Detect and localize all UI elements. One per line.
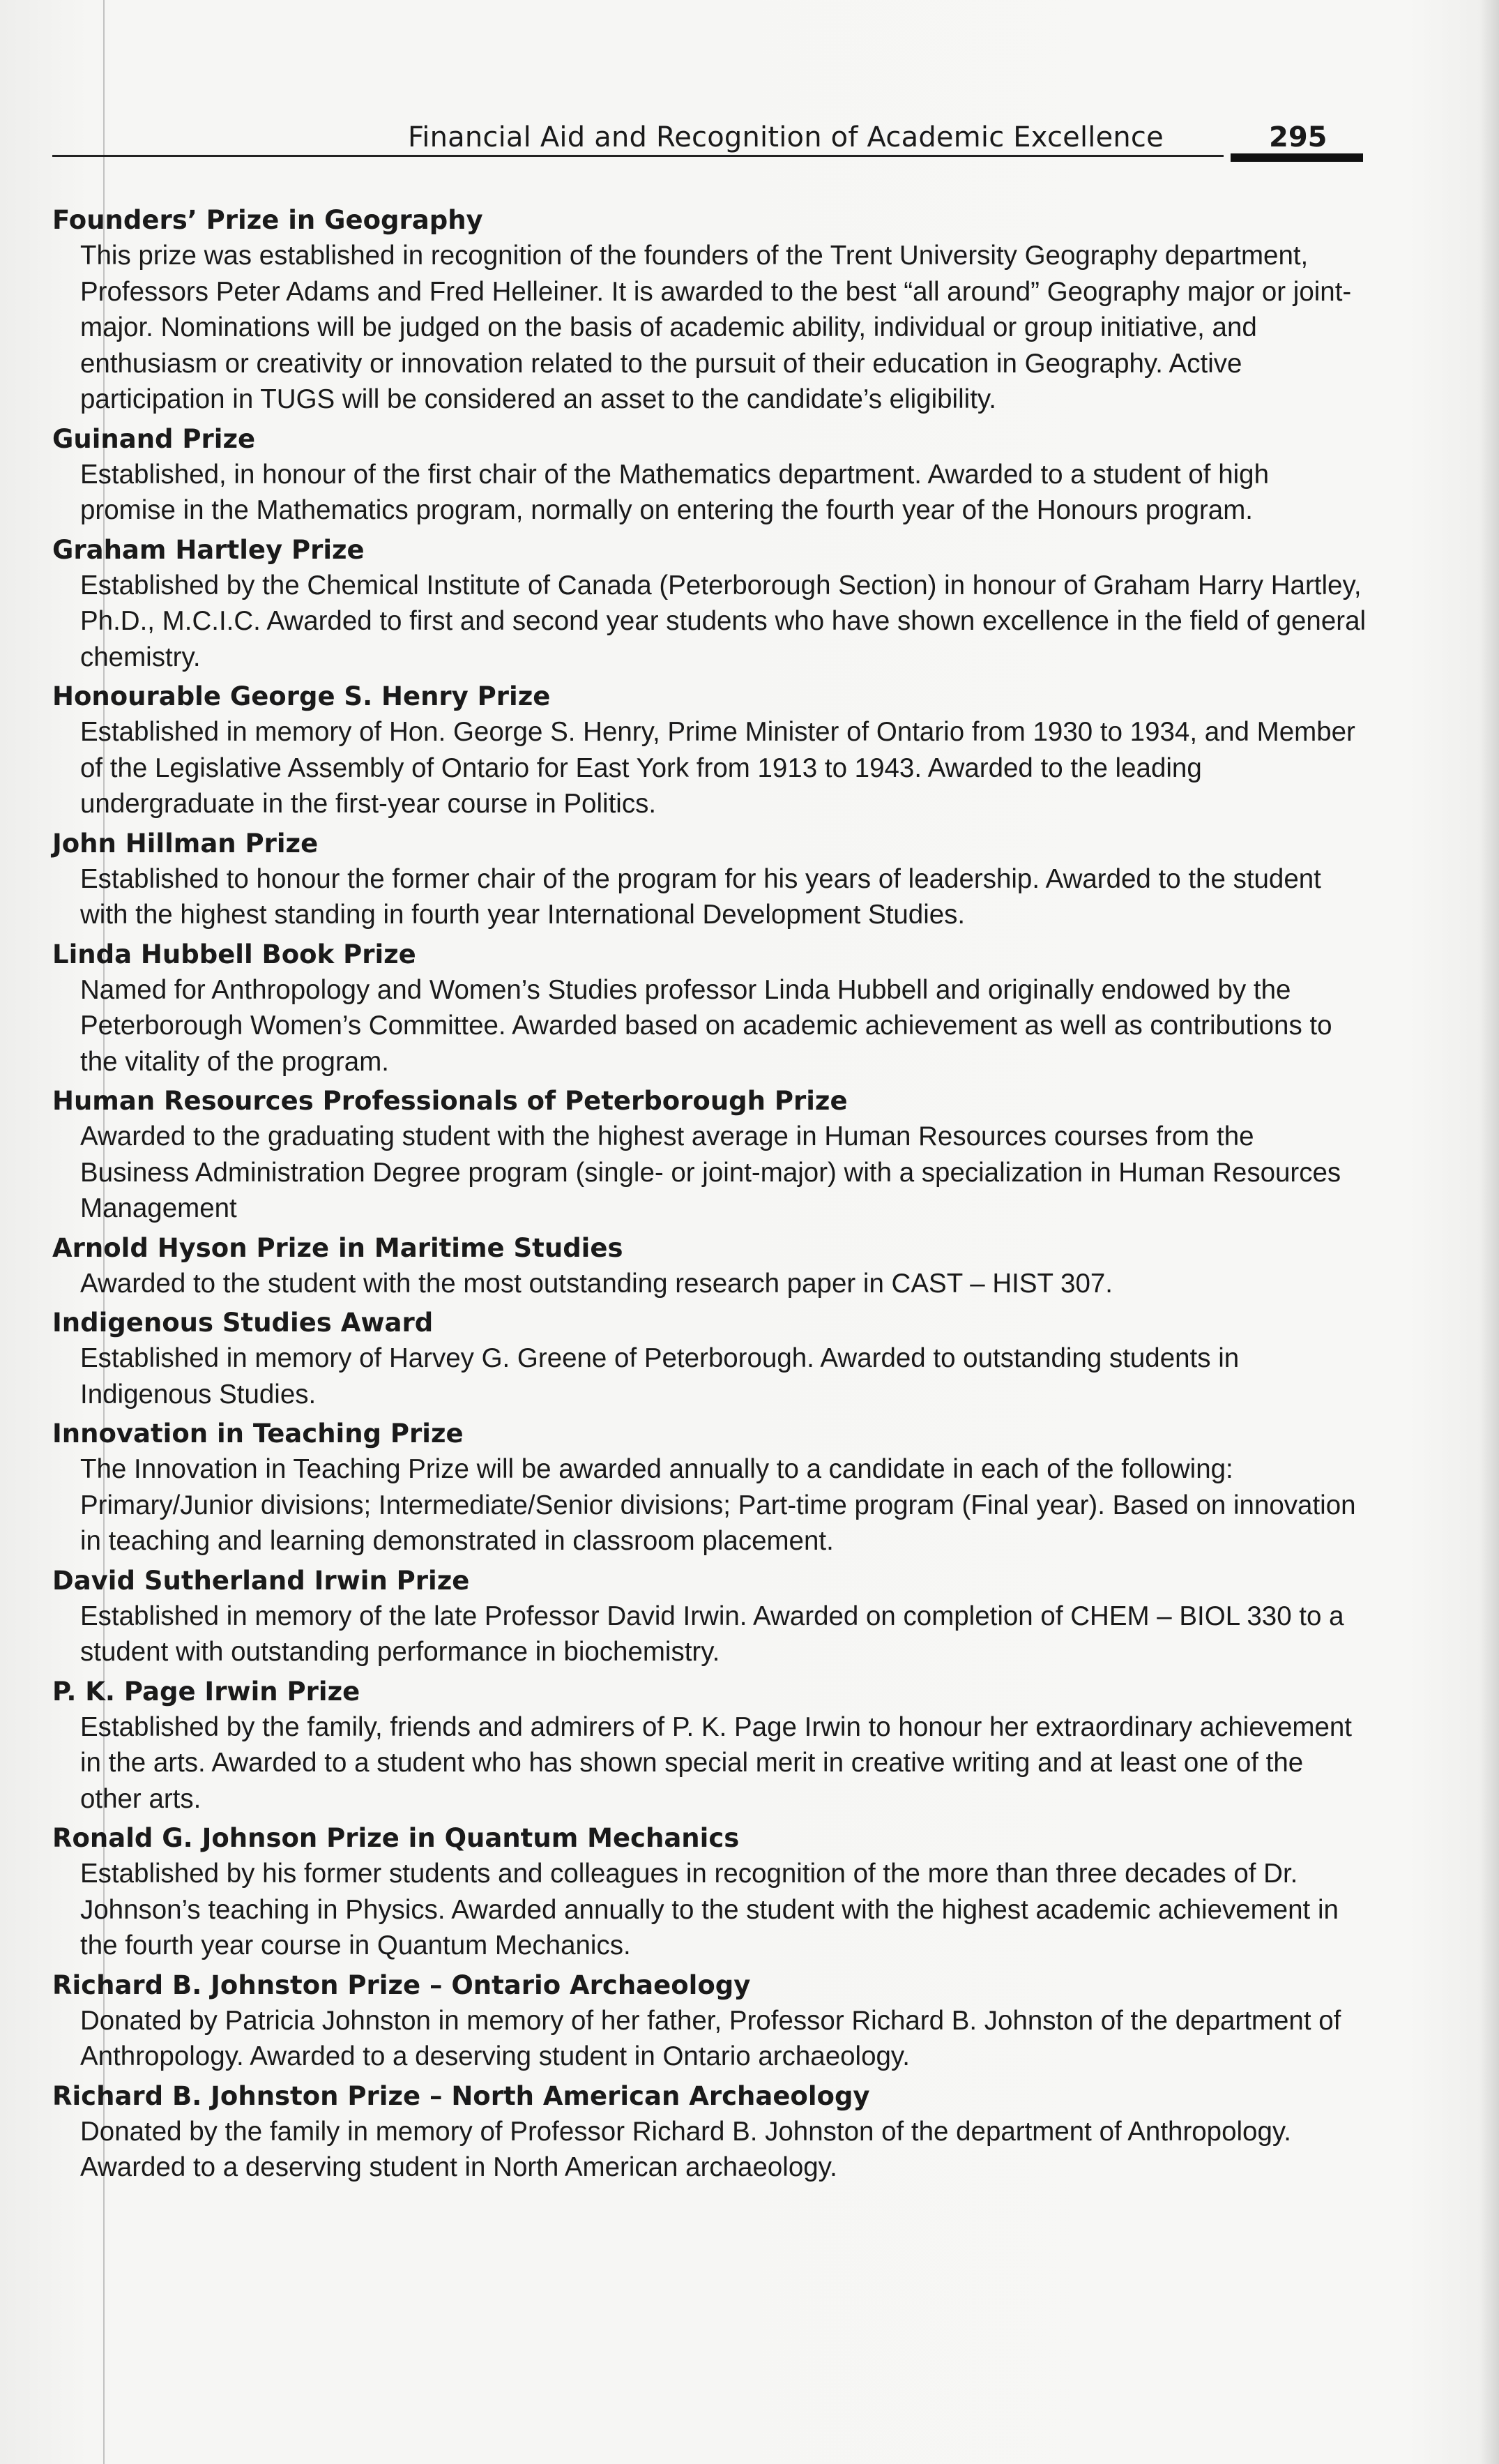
prize-list bbox=[52, 199, 1370, 2186]
page-number: 295 bbox=[1269, 121, 1327, 153]
prize-description: Established by the family, friends and admirers of P. K. Page Irwin to honour her extraordinary achievement in the arts. Awarded to a student who has shown special merit in creative writing and at least one of the other arts. bbox=[80, 1711, 1352, 1814]
prize-entry bbox=[52, 1821, 1370, 1964]
prize-title: P. K. Page Irwin Prize bbox=[52, 1676, 360, 1707]
prize-description: Established in memory of the late Professor David Irwin. Awarded on completion of CHEM – BIOL 330 to a student with outstanding performance in biochemistry. bbox=[80, 1601, 1344, 1667]
prize-title: Guinand Prize bbox=[52, 423, 256, 454]
prize-description: Established, in honour of the first chair of the Mathematics department. Awarded to a student of high promise in the Mathematics program, normally on entering the fourth year of the Honours program. bbox=[80, 459, 1269, 525]
header-title: Financial Aid and Recognition of Academic Excellence bbox=[408, 121, 1164, 153]
prize-title: Ronald G. Johnson Prize in Quantum Mechanics bbox=[52, 1823, 740, 1853]
prize-description: The Innovation in Teaching Prize will be awarded annually to a candidate in each of the following: Primary/Junior divisions; Intermediate/Senior divisions; Part-time program (Final year). Based on innovation in teaching and learning demonstrated in classroom placement. bbox=[80, 1454, 1356, 1556]
prize-entry bbox=[52, 1416, 1370, 1559]
prize-description: Awarded to the graduating student with the highest average in Human Resources courses from the Business Administration Degree program (single- or joint-major) with a specialization in Human Resources Management bbox=[80, 1121, 1341, 1223]
prize-entry bbox=[52, 1564, 1370, 1670]
prize-title: Honourable George S. Henry Prize bbox=[52, 681, 551, 711]
prize-title: Graham Hartley Prize bbox=[52, 534, 365, 565]
prize-description: This prize was established in recognition of the founders of the Trent University Geography department, Professors Peter Adams and Fred Helleiner. It is awarded to the best “all around” Geography major or joint-major. Nominations will be judged on the basis of academic ability, individual or group initiative, and enthusiasm or creativity or innovation related to the pursuit of their education in Geography. Active participation in TUGS will be considered an asset to the candidate’s eligibility. bbox=[80, 241, 1352, 414]
prize-entry bbox=[52, 203, 1370, 418]
header-rule bbox=[52, 155, 1224, 157]
prize-entry bbox=[52, 937, 1370, 1080]
prize-title: Richard B. Johnston Prize – North American Archaeology bbox=[52, 2080, 870, 2111]
prize-title: Innovation in Teaching Prize bbox=[52, 1419, 464, 1449]
prize-description: Named for Anthropology and Women’s Studies professor Linda Hubbell and originally endowed by the Peterborough Women’s Committee. Awarded based on academic achievement as well as contributions to the vitality of the program. bbox=[80, 974, 1332, 1077]
prize-entry bbox=[52, 1084, 1370, 1227]
page-edge-shadow bbox=[1479, 0, 1499, 2464]
prize-entry bbox=[52, 1675, 1370, 1817]
prize-entry bbox=[52, 2079, 1370, 2186]
prize-title: Founders’ Prize in Geography bbox=[52, 205, 483, 235]
prize-entry bbox=[52, 533, 1370, 676]
prize-description: Donated by Patricia Johnston in memory of her father, Professor Richard B. Johnston of the department of Anthropology. Awarded to a deserving student in Ontario archaeology. bbox=[80, 2005, 1341, 2071]
prize-entry bbox=[52, 1968, 1370, 2075]
prize-entry bbox=[52, 1306, 1370, 1412]
prize-title: Richard B. Johnston Prize – Ontario Archaeology bbox=[52, 1970, 751, 2000]
prize-entry bbox=[52, 826, 1370, 933]
prize-entry bbox=[52, 1231, 1370, 1302]
prize-title: Linda Hubbell Book Prize bbox=[52, 939, 416, 969]
prize-entry bbox=[52, 422, 1370, 529]
prize-title: Human Resources Professionals of Peterborough Prize bbox=[52, 1086, 848, 1116]
prize-title: John Hillman Prize bbox=[52, 828, 319, 859]
prize-description: Established in memory of Hon. George S. Henry, Prime Minister of Ontario from 1930 to 1934, and Member of the Legislative Assembly of Ontario for East York from 1913 to 1943. Awarded to the leading undergraduate in the first-year course in Politics. bbox=[80, 717, 1355, 819]
prize-description: Awarded to the student with the most outstanding research paper in CAST – HIST 307. bbox=[80, 1268, 1113, 1299]
prize-description: Established by his former students and colleagues in recognition of the more than three decades of Dr. Johnson’s teaching in Physics. Awarded annually to the student with the highest academic achievement in the fourth year course in Quantum Mechanics. bbox=[80, 1859, 1339, 1960]
header-rule-accent bbox=[1231, 153, 1363, 162]
prize-description: Donated by the family in memory of Professor Richard B. Johnston of the department of Anthropology. Awarded to a deserving student in North American archaeology. bbox=[80, 2116, 1291, 2182]
prize-title: Arnold Hyson Prize in Maritime Studies bbox=[52, 1232, 623, 1263]
prize-title: David Sutherland Irwin Prize bbox=[52, 1565, 470, 1596]
prize-description: Established by the Chemical Institute of Canada (Peterborough Section) in honour of Graham Harry Hartley, Ph.D., M.C.I.C. Awarded to first and second year students who have shown excellence in the field of general chemistry. bbox=[80, 570, 1367, 672]
prize-title: Indigenous Studies Award bbox=[52, 1308, 434, 1338]
running-header bbox=[52, 119, 1363, 167]
prize-description: Established in memory of Harvey G. Greene of Peterborough. Awarded to outstanding students in Indigenous Studies. bbox=[80, 1343, 1240, 1409]
prize-description: Established to honour the former chair of the program for his years of leadership. Awarded to the student with the highest standing in fourth year International Development Studies. bbox=[80, 863, 1321, 930]
prize-entry bbox=[52, 679, 1370, 822]
